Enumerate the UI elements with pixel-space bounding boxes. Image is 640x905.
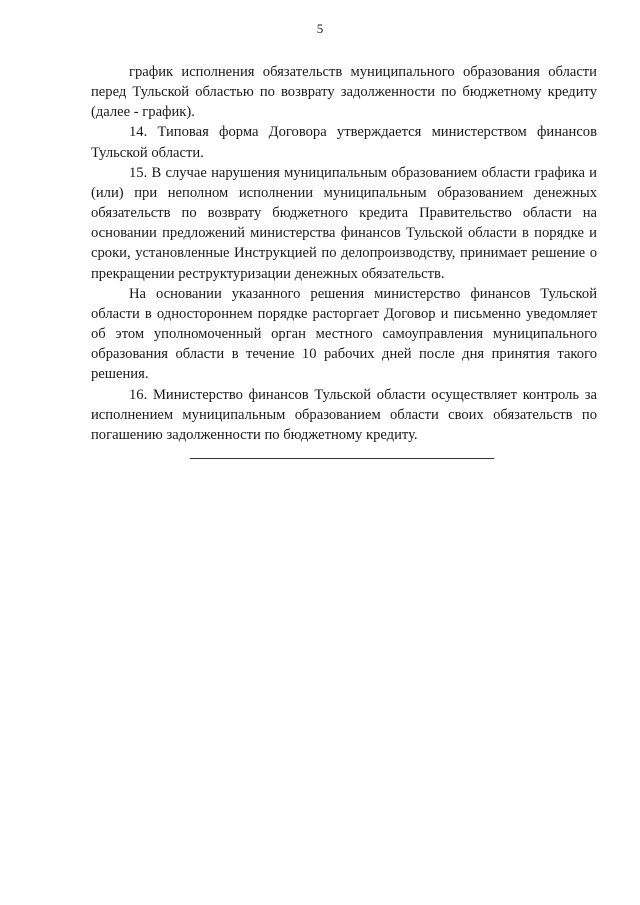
page-number: 5 <box>316 21 324 36</box>
document-body <box>91 62 597 445</box>
paragraph-15: 15. В случае нарушения муниципальным образованием области графика и (или) при неполном исполнении муниципальным образованием денежных обязательств по возврату бюджетного кредита Правительство области на основании предложений министерства финансов Тульской области в порядке и сроки, установленные Инструкцией по делопроизводству, принимает решение о прекращении реструктуризации денежных обязательств. <box>91 164 597 282</box>
closing-rule-divider <box>190 458 494 459</box>
paragraph-16: 16. Министерство финансов Тульской области осуществляет контроль за исполнением муниципальным образованием области своих обязательств по погашению задолженности по бюджетному кредиту. <box>91 386 597 443</box>
paragraph-15-decision: На основании указанного решения министерство финансов Тульской области в одностороннем порядке расторгает Договор и письменно уведомляет об этом уполномоченный орган местного самоуправления муниципального образования области в течение 10 рабочих дней после дня принятия такого решения. <box>91 285 597 383</box>
paragraph-14: 14. Типовая форма Договора утверждается министерством финансов Тульской области. <box>91 124 597 161</box>
paragraph-schedule-continuation: график исполнения обязательств муниципального образования области перед Тульской областью по возврату задолженности по бюджетному кредиту (далее - график). <box>91 64 597 121</box>
